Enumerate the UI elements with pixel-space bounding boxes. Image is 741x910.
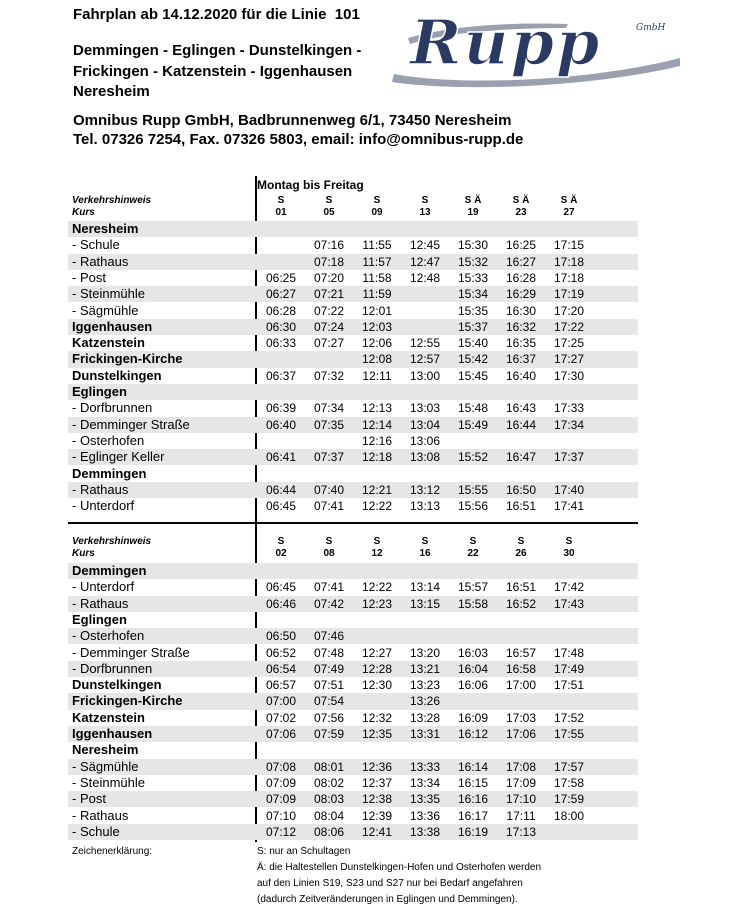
departure-time: 12:13 (361, 401, 393, 416)
departure-time: 07:09 (265, 775, 297, 790)
departure-time: 13:06 (409, 433, 441, 448)
table-row (68, 742, 638, 758)
departure-time: 17:19 (553, 287, 585, 302)
stop-name: - Post (72, 791, 106, 807)
course-cell: 13 (419, 207, 431, 218)
departure-time: 17:30 (553, 368, 585, 383)
table-row (68, 482, 638, 498)
departure-time: 12:57 (409, 352, 441, 367)
departure-time: 06:57 (265, 678, 297, 693)
departure-time: 07:46 (313, 629, 345, 644)
departure-time: 13:12 (409, 482, 441, 497)
table-row (68, 808, 638, 824)
hint-cell: S Ä (512, 195, 530, 206)
departure-time: 06:28 (265, 303, 297, 318)
departure-time: 07:09 (265, 792, 297, 807)
table-row (68, 693, 638, 709)
departure-time: 16:58 (505, 661, 537, 676)
departure-time: 07:27 (313, 336, 345, 351)
table-row (68, 824, 638, 840)
departure-time: 13:35 (409, 792, 441, 807)
departure-time: 06:33 (265, 336, 297, 351)
table-row (68, 351, 638, 367)
departure-time: 07:54 (313, 694, 345, 709)
departure-time: 17:33 (553, 401, 585, 416)
company-contact: Tel. 07326 7254, Fax. 07326 5803, email: info@omnibus-rupp.de (73, 131, 524, 148)
departure-time: 12:39 (361, 808, 393, 823)
table-row (68, 612, 638, 628)
legend-line-2: Ä: die Haltestellen Dunstelkingen-Hofen und Osterhofen werden (257, 862, 542, 873)
course-label: Kurs (72, 207, 95, 218)
table-row (68, 449, 638, 465)
departure-time: 07:06 (265, 727, 297, 741)
departure-time: 17:03 (505, 710, 537, 725)
departure-time: 16:47 (505, 450, 537, 465)
departure-time: 12:48 (409, 270, 441, 285)
departure-time: 07:12 (265, 824, 297, 839)
hint-cell: S (421, 195, 429, 206)
departure-time: 13:23 (409, 678, 441, 693)
departure-time: 13:26 (409, 694, 441, 709)
departure-time: 16:52 (505, 596, 537, 611)
table-row (68, 400, 638, 416)
stop-name: - Rathaus (72, 253, 129, 269)
table-row (68, 677, 638, 693)
stop-name: - Dorfbrunnen (72, 400, 153, 416)
departure-time: 12:11 (362, 368, 392, 383)
departure-time: 17:42 (553, 580, 585, 595)
departure-time: 12:38 (361, 792, 393, 807)
departure-time: 12:37 (361, 775, 393, 790)
departure-time: 07:08 (265, 759, 297, 774)
stop-name: - Unterdorf (72, 579, 135, 595)
departure-time: 15:32 (457, 254, 489, 269)
departure-time: 17:06 (505, 727, 537, 741)
departure-time: 06:45 (265, 499, 297, 514)
departure-time: 18:00 (553, 808, 585, 823)
departure-time: 06:46 (265, 596, 297, 611)
table-row (68, 726, 638, 742)
departure-time: 13:00 (409, 368, 441, 383)
departure-time: 17:49 (553, 661, 585, 676)
departure-time: 07:18 (313, 254, 345, 269)
stop-name: Iggenhausen (72, 318, 153, 334)
departure-time: 13:33 (409, 759, 441, 774)
logo-wordmark: Rupp (410, 8, 602, 79)
departure-time: 13:31 (409, 727, 441, 741)
stop-name: - Rathaus (72, 595, 129, 611)
departure-time: 07:41 (313, 580, 345, 595)
departure-time: 11:57 (362, 254, 392, 269)
departure-time: 13:08 (409, 450, 441, 465)
course-cell: 01 (275, 207, 287, 218)
departure-time: 12:23 (361, 596, 393, 611)
hint-cell: S (469, 536, 477, 547)
course-cell: 02 (275, 548, 287, 559)
departure-time: 16:57 (505, 645, 537, 660)
departure-time: 07:51 (313, 678, 345, 693)
departure-time: 12:21 (361, 482, 393, 497)
legend-line-1: S: nur an Schultagen (257, 846, 351, 857)
departure-time: 16:19 (457, 824, 489, 839)
departure-time: 11:55 (362, 238, 392, 253)
table-row (68, 368, 638, 384)
departure-time: 17:08 (505, 759, 537, 774)
departure-time: 12:45 (409, 238, 441, 253)
table-row (68, 433, 638, 449)
departure-time: 15:34 (457, 287, 489, 302)
departure-time: 17:11 (506, 808, 536, 823)
departure-time: 07:34 (313, 401, 345, 416)
departure-time: 11:59 (362, 287, 392, 302)
departure-time: 17:48 (553, 645, 585, 660)
departure-time: 17:37 (553, 450, 585, 465)
departure-time: 13:28 (409, 710, 441, 725)
departure-time: 17:40 (553, 482, 585, 497)
departure-time: 15:45 (457, 368, 489, 383)
table-row (68, 303, 638, 319)
departure-time: 16:30 (505, 303, 537, 318)
hint-cell: S (517, 536, 525, 547)
stop-name: Neresheim (72, 742, 139, 758)
table-row (68, 661, 638, 677)
stop-name: Dunstelkingen (72, 367, 162, 383)
departure-time: 06:27 (265, 287, 297, 302)
departure-time: 15:56 (457, 499, 489, 514)
departure-time: 13:15 (409, 596, 441, 611)
hint-cell: S (277, 536, 285, 547)
stop-name: - Demminger Straße (72, 644, 190, 660)
course-cell: 22 (467, 548, 479, 559)
table-row (68, 237, 638, 253)
table-row (68, 384, 638, 400)
hint-label: Verkehrshinweis (72, 195, 152, 206)
hint-cell: S Ä (464, 195, 482, 206)
departure-time: 12:14 (361, 417, 393, 432)
departure-time: 16:16 (457, 792, 489, 807)
departure-time: 06:44 (265, 482, 297, 497)
stop-name: - Post (72, 269, 106, 285)
stop-name: - Unterdorf (72, 498, 135, 514)
legend-line-4: (dadurch Zeitveränderungen in Eglingen und Demmingen). (257, 894, 518, 905)
stop-name: Dunstelkingen (72, 677, 162, 693)
departure-time: 16:04 (457, 661, 489, 676)
table-row (68, 710, 638, 726)
departure-time: 06:45 (265, 580, 297, 595)
hint-cell: S (373, 536, 381, 547)
departure-time: 13:13 (409, 499, 441, 514)
stop-name: Demmingen (72, 465, 147, 481)
departure-time: 17:57 (553, 759, 585, 774)
departure-time: 16:09 (457, 710, 489, 725)
departure-time: 16:03 (457, 645, 489, 660)
table-row (68, 319, 638, 335)
course-cell: 05 (323, 207, 335, 218)
departure-time: 12:22 (361, 580, 393, 595)
course-cell: 30 (563, 548, 575, 559)
stop-name: Eglingen (72, 384, 127, 399)
departure-time: 16:35 (505, 336, 537, 351)
hint-cell: S (325, 195, 333, 206)
departure-time: 06:30 (265, 319, 297, 334)
departure-time: 16:44 (505, 417, 537, 432)
departure-time: 17:22 (553, 319, 585, 334)
departure-time: 12:22 (361, 499, 393, 514)
departure-time: 07:21 (313, 287, 345, 302)
stop-name: - Osterhofen (72, 628, 145, 644)
table-row (68, 759, 638, 775)
departure-time: 17:52 (553, 710, 585, 725)
departure-time: 13:20 (409, 645, 441, 660)
departure-time: 17:09 (505, 775, 537, 790)
departure-time: 16:50 (505, 482, 537, 497)
departure-time: 12:27 (361, 645, 393, 660)
departure-time: 16:14 (457, 759, 489, 774)
hint-cell: S (325, 536, 333, 547)
departure-time: 13:04 (409, 417, 441, 432)
departure-time: 07:48 (313, 645, 345, 660)
departure-time: 17:13 (505, 824, 537, 839)
course-cell: 16 (419, 548, 431, 559)
table-row (68, 498, 638, 514)
departure-time: 13:14 (409, 580, 441, 595)
departure-time: 17:55 (553, 727, 585, 741)
departure-time: 16:51 (505, 499, 537, 514)
table-row (68, 563, 638, 579)
departure-time: 16:25 (505, 238, 537, 253)
table-row (68, 466, 638, 482)
hint-cell: S (565, 536, 573, 547)
hint-cell: S Ä (560, 195, 578, 206)
departure-time: 15:58 (457, 596, 489, 611)
departure-time: 07:16 (313, 238, 345, 253)
departure-time: 17:58 (553, 775, 585, 790)
departure-time: 07:00 (265, 694, 297, 709)
stop-name: Frickingen-Kirche (72, 693, 183, 709)
course-cell: 27 (563, 207, 575, 218)
route-line-2: Frickingen - Katzenstein - Iggenhausen (73, 63, 353, 80)
course-cell: 26 (515, 548, 527, 559)
departure-time: 16:32 (505, 319, 537, 334)
departure-time: 16:17 (457, 808, 489, 823)
departure-time: 07:59 (313, 727, 345, 741)
departure-time: 16:28 (505, 270, 537, 285)
departure-time: 16:06 (457, 678, 489, 693)
departure-time: 11:58 (362, 270, 392, 285)
departure-time: 07:24 (313, 319, 345, 334)
hint-label: Verkehrshinweis (72, 536, 152, 547)
departure-time: 07:42 (313, 596, 345, 611)
table-row (68, 286, 638, 302)
stop-name: Katzenstein (72, 335, 145, 351)
departure-time: 08:01 (313, 759, 345, 774)
departure-time: 15:57 (457, 580, 489, 595)
departure-time: 17:51 (553, 678, 585, 693)
table-row (68, 775, 638, 791)
departure-time: 07:02 (265, 710, 297, 725)
hint-cell: S (277, 195, 285, 206)
departure-time: 12:06 (361, 336, 393, 351)
departure-time: 15:48 (457, 401, 489, 416)
departure-time: 16:29 (505, 287, 537, 302)
table-row (68, 579, 638, 595)
stop-name: Eglingen (72, 611, 127, 627)
departure-time: 12:35 (361, 727, 393, 741)
departure-time: 13:36 (409, 808, 441, 823)
departure-time: 12:28 (361, 661, 393, 676)
departure-time: 15:49 (457, 417, 489, 432)
departure-time: 07:41 (313, 499, 345, 514)
departure-time: 13:38 (409, 824, 441, 839)
stop-name: - Sägmühle (72, 302, 139, 318)
departure-time: 16:27 (505, 254, 537, 269)
rupp-logo (388, 8, 688, 88)
stop-name: Iggenhausen (72, 726, 153, 741)
departure-time: 16:51 (505, 580, 537, 595)
departure-time: 12:16 (361, 433, 393, 448)
stop-name: Frickingen-Kirche (72, 351, 183, 367)
departure-time: 15:33 (457, 270, 489, 285)
course-label: Kurs (72, 548, 95, 559)
hint-cell: S (421, 536, 429, 547)
departure-time: 16:40 (505, 368, 537, 383)
departure-time: 06:54 (265, 661, 297, 676)
stop-name: - Eglinger Keller (72, 449, 165, 465)
stop-name: Demmingen (72, 563, 147, 578)
departure-time: 17:18 (553, 254, 585, 269)
stop-name: - Steinmühle (72, 774, 145, 790)
departure-time: 08:03 (313, 792, 345, 807)
table-row (68, 628, 638, 644)
departure-time: 17:25 (553, 336, 585, 351)
table-row (68, 417, 638, 433)
departure-time: 15:55 (457, 482, 489, 497)
departure-time: 17:41 (553, 499, 585, 514)
departure-time: 17:43 (553, 596, 585, 611)
departure-time: 17:18 (553, 270, 585, 285)
departure-time: 16:43 (505, 401, 537, 416)
departure-time: 12:08 (361, 352, 393, 367)
departure-time: 15:30 (457, 238, 489, 253)
departure-time: 06:37 (265, 368, 297, 383)
departure-time: 12:30 (361, 678, 393, 693)
departure-time: 08:02 (313, 775, 345, 790)
table-row (68, 596, 638, 612)
stop-name: - Steinmühle (72, 286, 145, 302)
departure-time: 06:41 (265, 450, 297, 465)
departure-time: 06:52 (265, 645, 297, 660)
departure-time: 07:32 (313, 368, 345, 383)
departure-time: 12:55 (409, 336, 441, 351)
stop-name: - Dorfbrunnen (72, 660, 153, 676)
stop-name: - Schule (72, 237, 120, 253)
departure-time: 17:15 (553, 238, 585, 253)
table-row (68, 270, 638, 286)
departure-time: 06:25 (265, 270, 297, 285)
logo-suffix: GmbH (636, 23, 666, 33)
departure-time: 13:21 (409, 661, 441, 676)
departure-time: 07:35 (313, 417, 345, 432)
departure-time: 07:56 (313, 710, 345, 725)
departure-time: 08:06 (313, 824, 345, 839)
course-cell: 19 (467, 207, 479, 218)
departure-time: 07:49 (313, 661, 345, 676)
course-cell: 12 (371, 548, 383, 559)
hint-cell: S (373, 195, 381, 206)
departure-time: 16:15 (457, 775, 489, 790)
departure-time: 12:47 (409, 254, 441, 269)
departure-time: 12:18 (361, 450, 393, 465)
departure-time: 06:50 (265, 629, 297, 644)
departure-time: 07:40 (313, 482, 345, 497)
course-cell: 08 (323, 548, 335, 559)
departure-time: 12:32 (361, 710, 393, 725)
table-row (68, 221, 638, 237)
departure-time: 07:10 (265, 808, 297, 823)
departure-time: 12:01 (361, 303, 393, 318)
page-title: Fahrplan ab 14.12.2020 für die Linie 101 (73, 6, 360, 23)
departure-time: 17:27 (553, 352, 585, 367)
course-cell: 09 (371, 207, 383, 218)
departure-time: 07:22 (313, 303, 345, 318)
departure-time: 07:37 (313, 450, 345, 465)
departure-time: 15:40 (457, 336, 489, 351)
legend-line-3: auf den Linien S19, S23 und S27 nur bei Bedarf angefahren (257, 878, 523, 889)
table-row (68, 791, 638, 807)
table-row (68, 254, 638, 270)
table-row (68, 645, 638, 661)
departure-time: 17:20 (553, 303, 585, 318)
route-line-1: Demmingen - Eglingen - Dunstelkingen - (73, 42, 362, 59)
departure-time: 12:03 (361, 319, 393, 334)
table-row (68, 335, 638, 351)
departure-time: 13:03 (409, 401, 441, 416)
stop-name: Katzenstein (72, 709, 145, 725)
stop-name: - Rathaus (72, 807, 129, 823)
stop-name: Neresheim (72, 221, 139, 236)
departure-time: 17:00 (505, 678, 537, 693)
departure-time: 16:12 (457, 727, 489, 741)
course-cell: 23 (515, 207, 527, 218)
departure-time: 12:36 (361, 759, 393, 774)
legend-label: Zeichenerklärung: (72, 846, 153, 857)
route-line-3: Neresheim (73, 83, 150, 100)
days-label: Montag bis Freitag (257, 178, 364, 192)
company-address: Omnibus Rupp GmbH, Badbrunnenweg 6/1, 73450 Neresheim (73, 112, 512, 129)
departure-time: 17:34 (553, 417, 585, 432)
stop-name: - Osterhofen (72, 432, 145, 448)
departure-time: 15:37 (457, 319, 489, 334)
departure-time: 06:39 (265, 401, 297, 416)
stop-name: - Schule (72, 823, 120, 839)
departure-time: 13:34 (409, 775, 441, 790)
departure-time: 08:04 (313, 808, 345, 823)
departure-time: 15:42 (457, 352, 489, 367)
stop-name: - Demminger Straße (72, 416, 190, 432)
departure-time: 06:40 (265, 417, 297, 432)
departure-time: 15:35 (457, 303, 489, 318)
departure-time: 16:37 (505, 352, 537, 367)
departure-time: 17:59 (553, 792, 585, 807)
departure-time: 07:20 (313, 270, 345, 285)
stop-name: - Rathaus (72, 481, 129, 497)
departure-time: 12:41 (361, 824, 393, 839)
departure-time: 17:10 (505, 792, 537, 807)
departure-time: 15:52 (457, 450, 489, 465)
stop-name: - Sägmühle (72, 758, 139, 774)
